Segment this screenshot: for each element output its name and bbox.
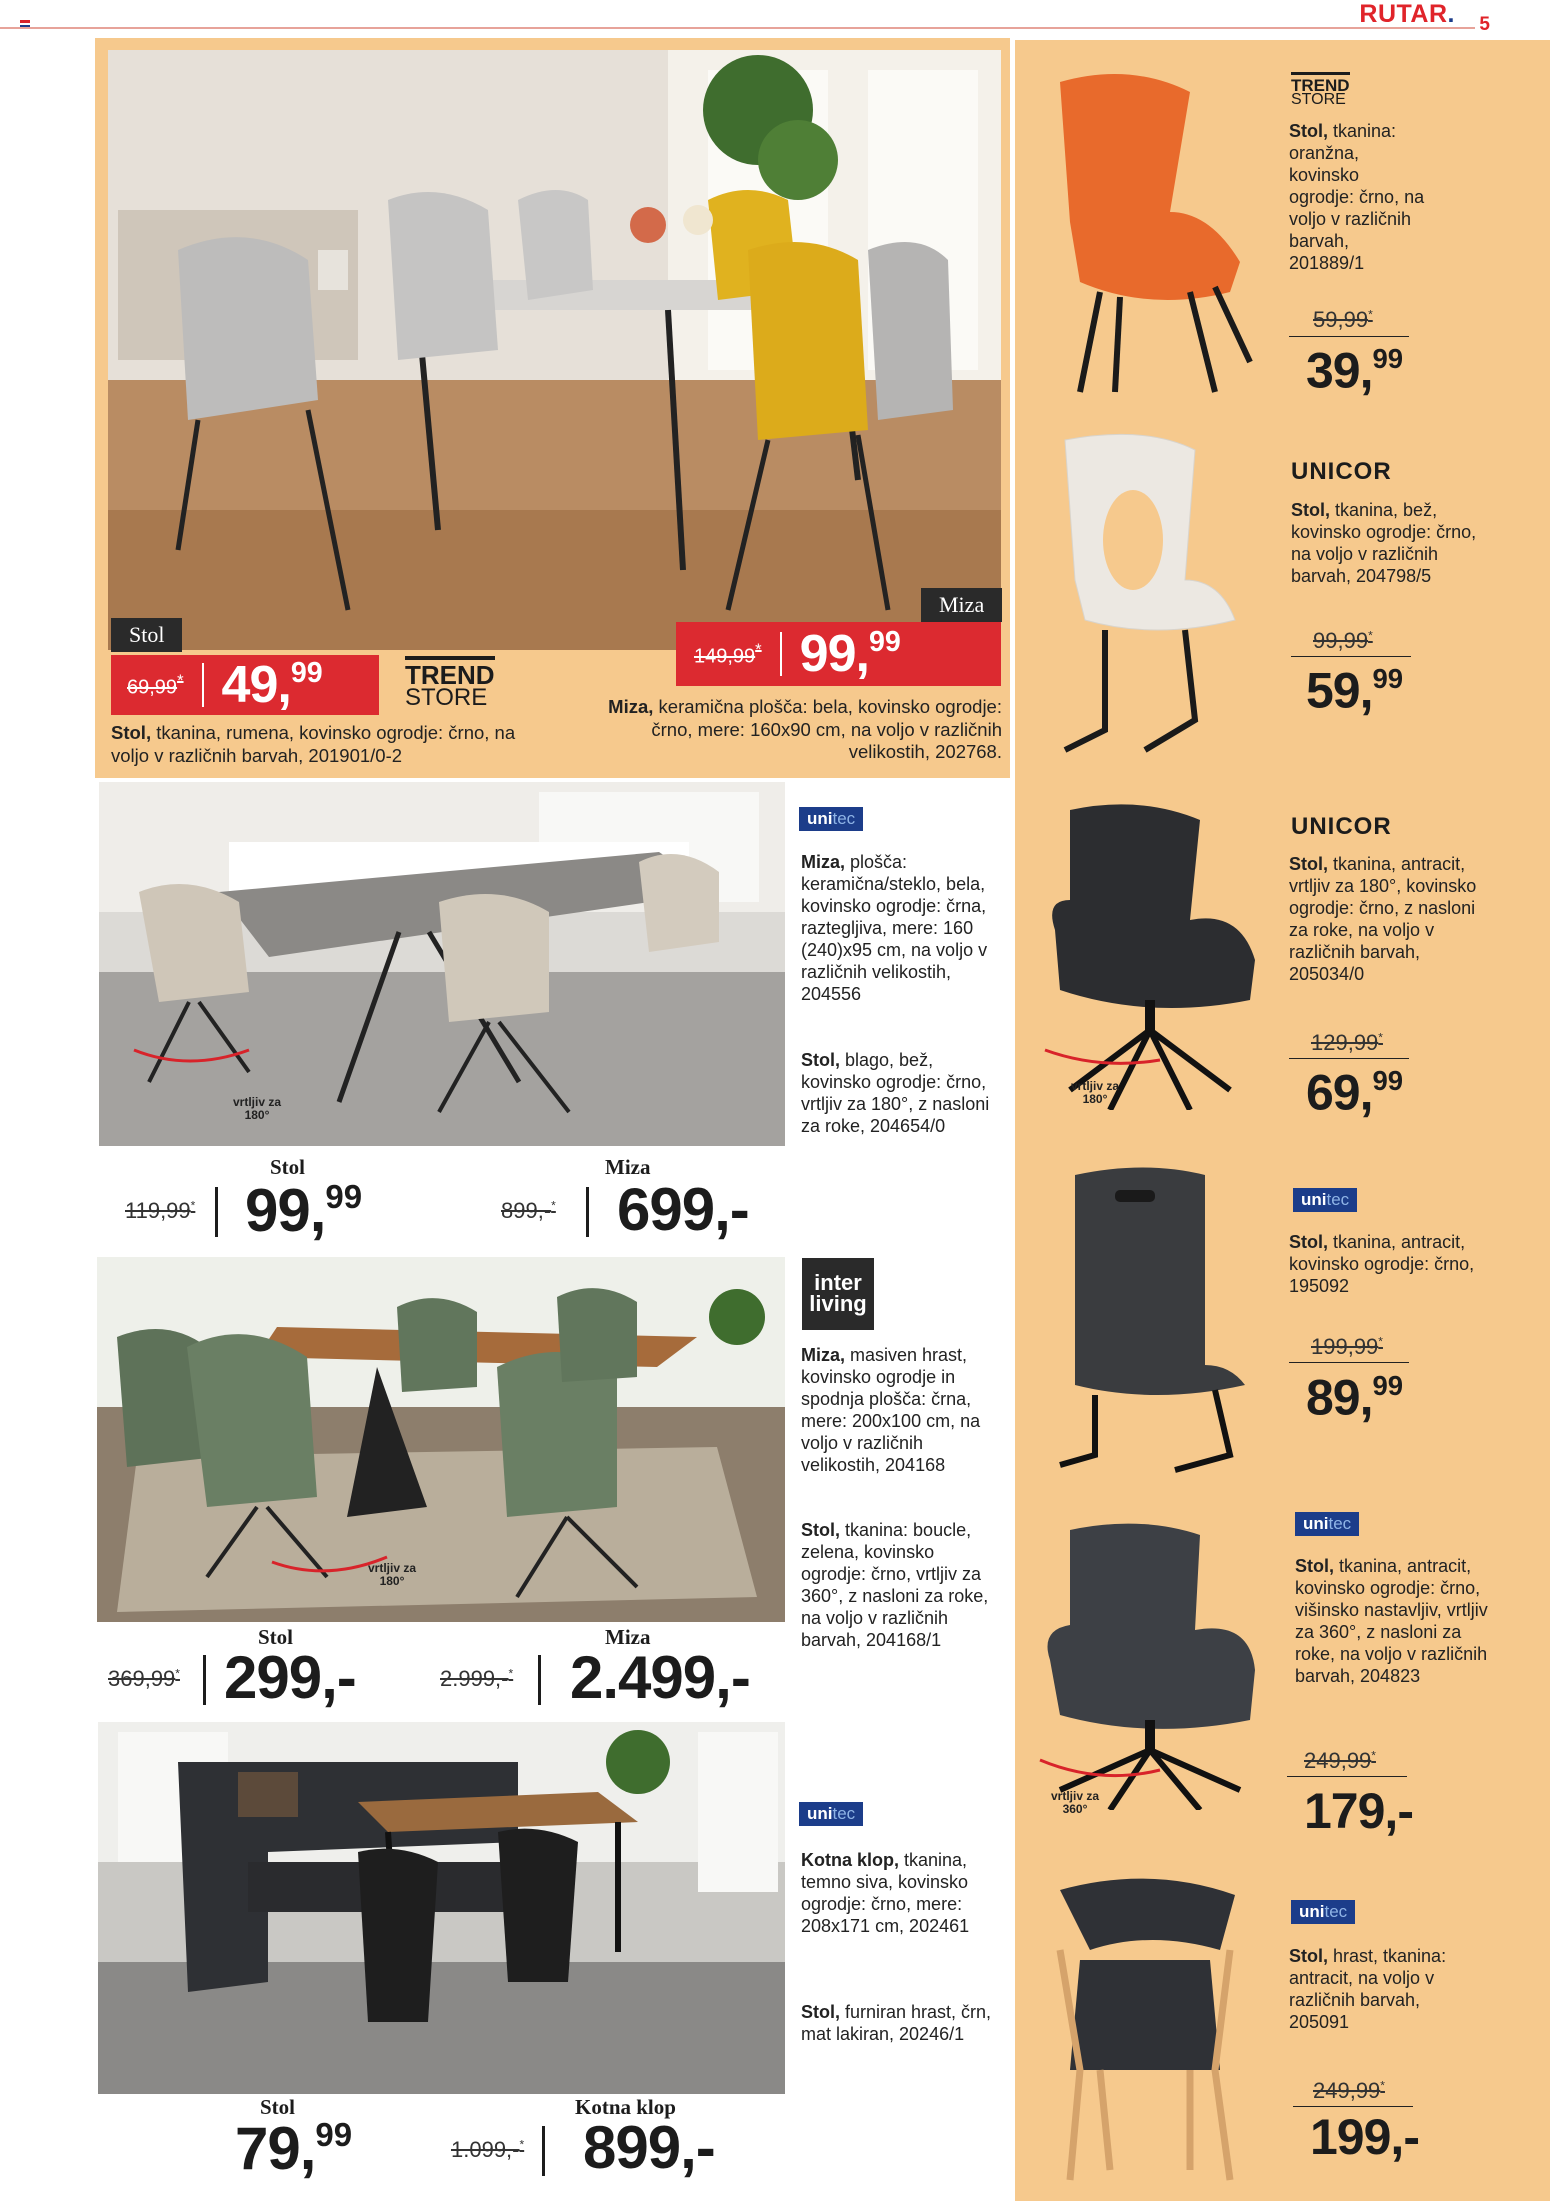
set3-table-caption: Miza: [605, 1625, 651, 1649]
set2-photo: [99, 782, 785, 1146]
price-separator: [780, 632, 782, 676]
price-rule: [1289, 1362, 1409, 1363]
hero-table-pricebox: [676, 622, 1001, 686]
set3-chair-price: 299,-: [224, 1644, 356, 1711]
right-item-3-rotation-note: vrtljiv za 180°: [1070, 1079, 1120, 1107]
page-number: 5: [1479, 14, 1490, 35]
price-rule: [1291, 656, 1411, 657]
right-item-6-brand: unitec: [1291, 1900, 1355, 1924]
set2-table-caption: Miza: [605, 1155, 651, 1179]
set2-chair-old-price: 119,99*: [125, 1198, 196, 1223]
hero-dining-photo: [108, 50, 1001, 650]
right-item-4-old-price: 199,99*: [1311, 1334, 1383, 1359]
price-rule: [1287, 1776, 1407, 1777]
hero-table-tag: Miza: [921, 588, 1002, 622]
right-item-4-brand: unitec: [1293, 1188, 1357, 1212]
right-item-2-price: 59,99: [1306, 662, 1404, 719]
set4-unitec-logo: unitec: [799, 1802, 863, 1826]
price-rule: [1289, 336, 1409, 337]
right-item-5-photo: [1030, 1520, 1260, 1810]
hero-chair-old-price: 69,99*: [127, 670, 184, 699]
price-separator: [538, 1655, 541, 1705]
header-rule: [0, 27, 1475, 29]
right-item-1-price: 39,99: [1306, 342, 1404, 399]
hero-chair-desc: Stol, tkanina, rumena, kovinsko ogrodje: črno, na voljo v različnih barvah, 201901/0-2: [111, 722, 516, 766]
right-item-6-desc: Stol, hrast, tkanina: antracit, na voljo v različnih barvah, 205091: [1289, 1946, 1447, 2032]
set3-table-price: 2.499,-: [570, 1644, 750, 1711]
set2-rotation-note: vrtljiv za 180°: [232, 1095, 282, 1123]
price-separator: [215, 1187, 218, 1237]
price-separator: [203, 1655, 206, 1705]
right-item-5-price: 179,-: [1304, 1783, 1413, 1839]
set2-table-desc: Miza, plošča: keramična/steklo, bela, kovinsko ogrodje: črna, raztegljiva, mere: 160 (240)x95 cm, na voljo v različnih velikostih, 204556: [801, 852, 988, 1004]
right-item-5-old-price: 249,99*: [1304, 1748, 1376, 1773]
right-item-5-brand: unitec: [1295, 1512, 1359, 1536]
hero-chair-tag: Stol: [111, 618, 182, 652]
set3-rotation-note: vrtljiv za 180°: [367, 1561, 417, 1589]
trend-store-logo: TREND STORE: [405, 656, 495, 709]
set3-chair-old-price: 369,99*: [108, 1666, 180, 1691]
set2-chair-caption: Stol: [270, 1155, 306, 1179]
set2-chair-price: 99,99: [245, 1177, 363, 1245]
right-item-3-desc: Stol, tkanina, antracit, vrtljiv za 180°, kovinsko ogrodje: črno, z nasloni za roke, na voljo v različnih barvah, 205034/0: [1289, 854, 1477, 984]
set4-chair-caption: Stol: [260, 2095, 296, 2119]
right-item-4-photo: [1055, 1165, 1255, 1475]
set2-table-old-price: 899,-*: [501, 1198, 556, 1223]
right-item-3-old-price: 129,99*: [1311, 1030, 1383, 1055]
hero-table-old-price: 149,99*: [694, 639, 762, 668]
set3-photo: [97, 1257, 785, 1622]
right-item-3-brand: UNICOR: [1291, 813, 1392, 840]
set4-bench-caption: Kotna klop: [575, 2095, 676, 2119]
set4-bench-old-price: 1.099,-*: [451, 2137, 525, 2162]
right-item-2-desc: Stol, tkanina, bež, kovinsko ogrodje: črno, na voljo v različnih barvah, 204798/5: [1291, 500, 1477, 586]
set4-chair-price: 79,99: [235, 2115, 353, 2183]
right-item-3-photo: [1040, 800, 1260, 1110]
right-item-6-photo: [1040, 1870, 1260, 2190]
right-item-1-brand: TREND STORE: [1291, 72, 1350, 108]
price-separator: [542, 2126, 545, 2176]
hero-table-price: 99,99: [799, 625, 901, 683]
hero-table-desc: Miza, keramična plošča: bela, kovinsko ogrodje: črno, mere: 160x90 cm, na voljo v različnih velikostih, 202768.: [608, 696, 1002, 763]
hero-chair-pricebox: [111, 655, 379, 715]
interliving-logo: inter living: [802, 1258, 874, 1330]
right-item-1-desc: Stol, tkanina: oranžna, kovinsko ogrodje: črno, na voljo v različnih barvah, 201889/1: [1289, 121, 1425, 273]
price-separator: [586, 1187, 589, 1237]
hero-chair-price: 49,99: [221, 656, 323, 714]
set4-chair-desc: Stol, furniran hrast, črn, mat lakiran, 20246/1: [801, 2002, 992, 2044]
right-item-1-old-price: 59,99*: [1313, 307, 1373, 332]
right-item-2-brand: UNICOR: [1291, 458, 1392, 485]
right-item-5-rotation-note: vrtljiv za 360°: [1050, 1789, 1100, 1817]
right-item-4-price: 89,99: [1306, 1369, 1404, 1426]
right-item-2-photo: [1045, 430, 1245, 760]
set4-photo: [98, 1722, 785, 2094]
right-item-1-photo: [1040, 62, 1260, 402]
right-item-2-old-price: 99,99*: [1313, 628, 1373, 653]
set4-bench-price: 899,-: [583, 2114, 715, 2181]
right-item-5-desc: Stol, tkanina, antracit, kovinsko ogrodje: črno, višinsko nastavljiv, vrtljiv za 360°, z nasloni za roke, na voljo v različnih barvah, 204823: [1295, 1556, 1488, 1686]
price-rule: [1289, 1058, 1409, 1059]
right-item-4-desc: Stol, tkanina, antracit, kovinsko ogrodje: črno, 195092: [1289, 1232, 1475, 1296]
set4-bench-desc: Kotna klop, tkanina, temno siva, kovinsko ogrodje: črno, mere: 208x171 cm, 202461: [801, 1850, 970, 1936]
right-item-6-price: 199,-: [1310, 2109, 1419, 2165]
price-rule: [1293, 2106, 1413, 2107]
set3-chair-desc: Stol, tkanina: boucle, zelena, kovinsko ogrodje: črno, vrtljiv za 360°, z nasloni za roke, na voljo v različnih barvah, 204168/1: [801, 1520, 989, 1650]
price-separator: [202, 663, 204, 707]
set3-table-old-price: 2.999,-*: [440, 1666, 514, 1691]
set2-table-price: 699,-: [617, 1176, 749, 1243]
right-item-3-price: 69,99: [1306, 1064, 1404, 1121]
set3-table-desc: Miza, masiven hrast, kovinsko ogrodje in spodnja plošča: črna, mere: 200x100 cm, na voljo v različnih velikostih, 204168: [801, 1345, 981, 1475]
corner-mark: [20, 20, 30, 23]
set2-unitec-logo: unitec: [799, 807, 863, 831]
rutar-logo: RUTAR.: [1359, 0, 1455, 28]
set2-chair-desc: Stol, blago, bež, kovinsko ogrodje: črno, vrtljiv za 180°, z nasloni za roke, 204654/0: [801, 1050, 990, 1136]
right-item-6-old-price: 249,99*: [1313, 2078, 1385, 2103]
set3-chair-caption: Stol: [258, 1625, 294, 1649]
